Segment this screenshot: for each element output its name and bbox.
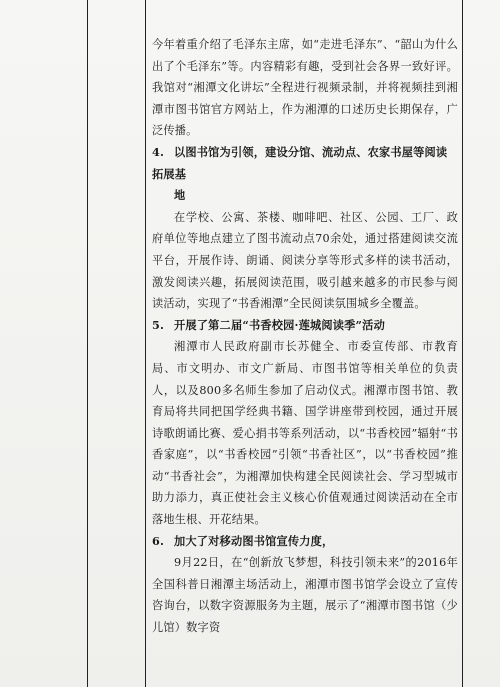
- report-content: [152, 34, 458, 639]
- paragraph-mobile-library: 9月22日，在“创新放飞梦想，科技引领未来”的2016年全国科普日湘潭主场活动上，湘潭市图书馆学会设立了宣传咨询台，以数字资源服务为主题，展示了“湘潭市图书馆（少儿馆）数字资: [152, 556, 458, 635]
- section-heading-4: 4. 以图书馆为引领，建设分馆、流动点、农家书屋等阅读拓展基: [152, 144, 448, 181]
- section-heading-4-continuation: 地: [174, 188, 186, 203]
- section-heading-5: 5. 开展了第二届“书香校园·莲城阅读季”活动: [152, 317, 385, 332]
- paragraph-campus-reading: 湘潭市人民政府副市长苏健全、市委宣传部、市教育局、市文明办、市文广新局、市图书馆等相关单位的负责人，以及800多名师生参加了启动仪式。湘潭市图书馆、教育局将共同把国学经典书籍、国学讲座带到校园，通过开展诗歌朗诵比赛、爱心捐书等系列活动，以“书香校园”辐射“书香家庭”，以“书香校园”引领“书香社区”，以“书香校园”推动“书香社会”，为湘潭加快构建全民阅读社会、学习型城市助力添力，真正使社会主义核心价值观通过阅读活动在全市落地生根、开花结果。: [152, 340, 458, 527]
- section-heading-6: 6. 加大了对移动图书馆宣传力度，: [152, 533, 334, 548]
- table-column-divider: [145, 0, 146, 687]
- paragraph-reading-points: 在学校、公寓、茶楼、咖啡吧、社区、公园、工厂、政府单位等地点建立了图书流动点70余处，通过搭建阅读交流平台，开展作诗、朗诵、阅读分享等形式多样的读书活动，激发阅读兴趣，拓展阅读范围，吸引越来越多的市民参与阅读活动，实现了“书香湘潭”全民阅读氛围城乡全覆盖。: [152, 210, 458, 311]
- paragraph-continuation: 今年着重介绍了毛泽东主席，如“走进毛泽东”、“韶山为什么出了个毛泽东”等。内容精彩有趣，受到社会各界一致好评。我馆对“湘潭文化讲坛”全程进行视频录制，并将视频挂到湘潭市图书馆官方网站上，作为湘潭的口述历史长期保存，广泛传播。: [152, 38, 458, 138]
